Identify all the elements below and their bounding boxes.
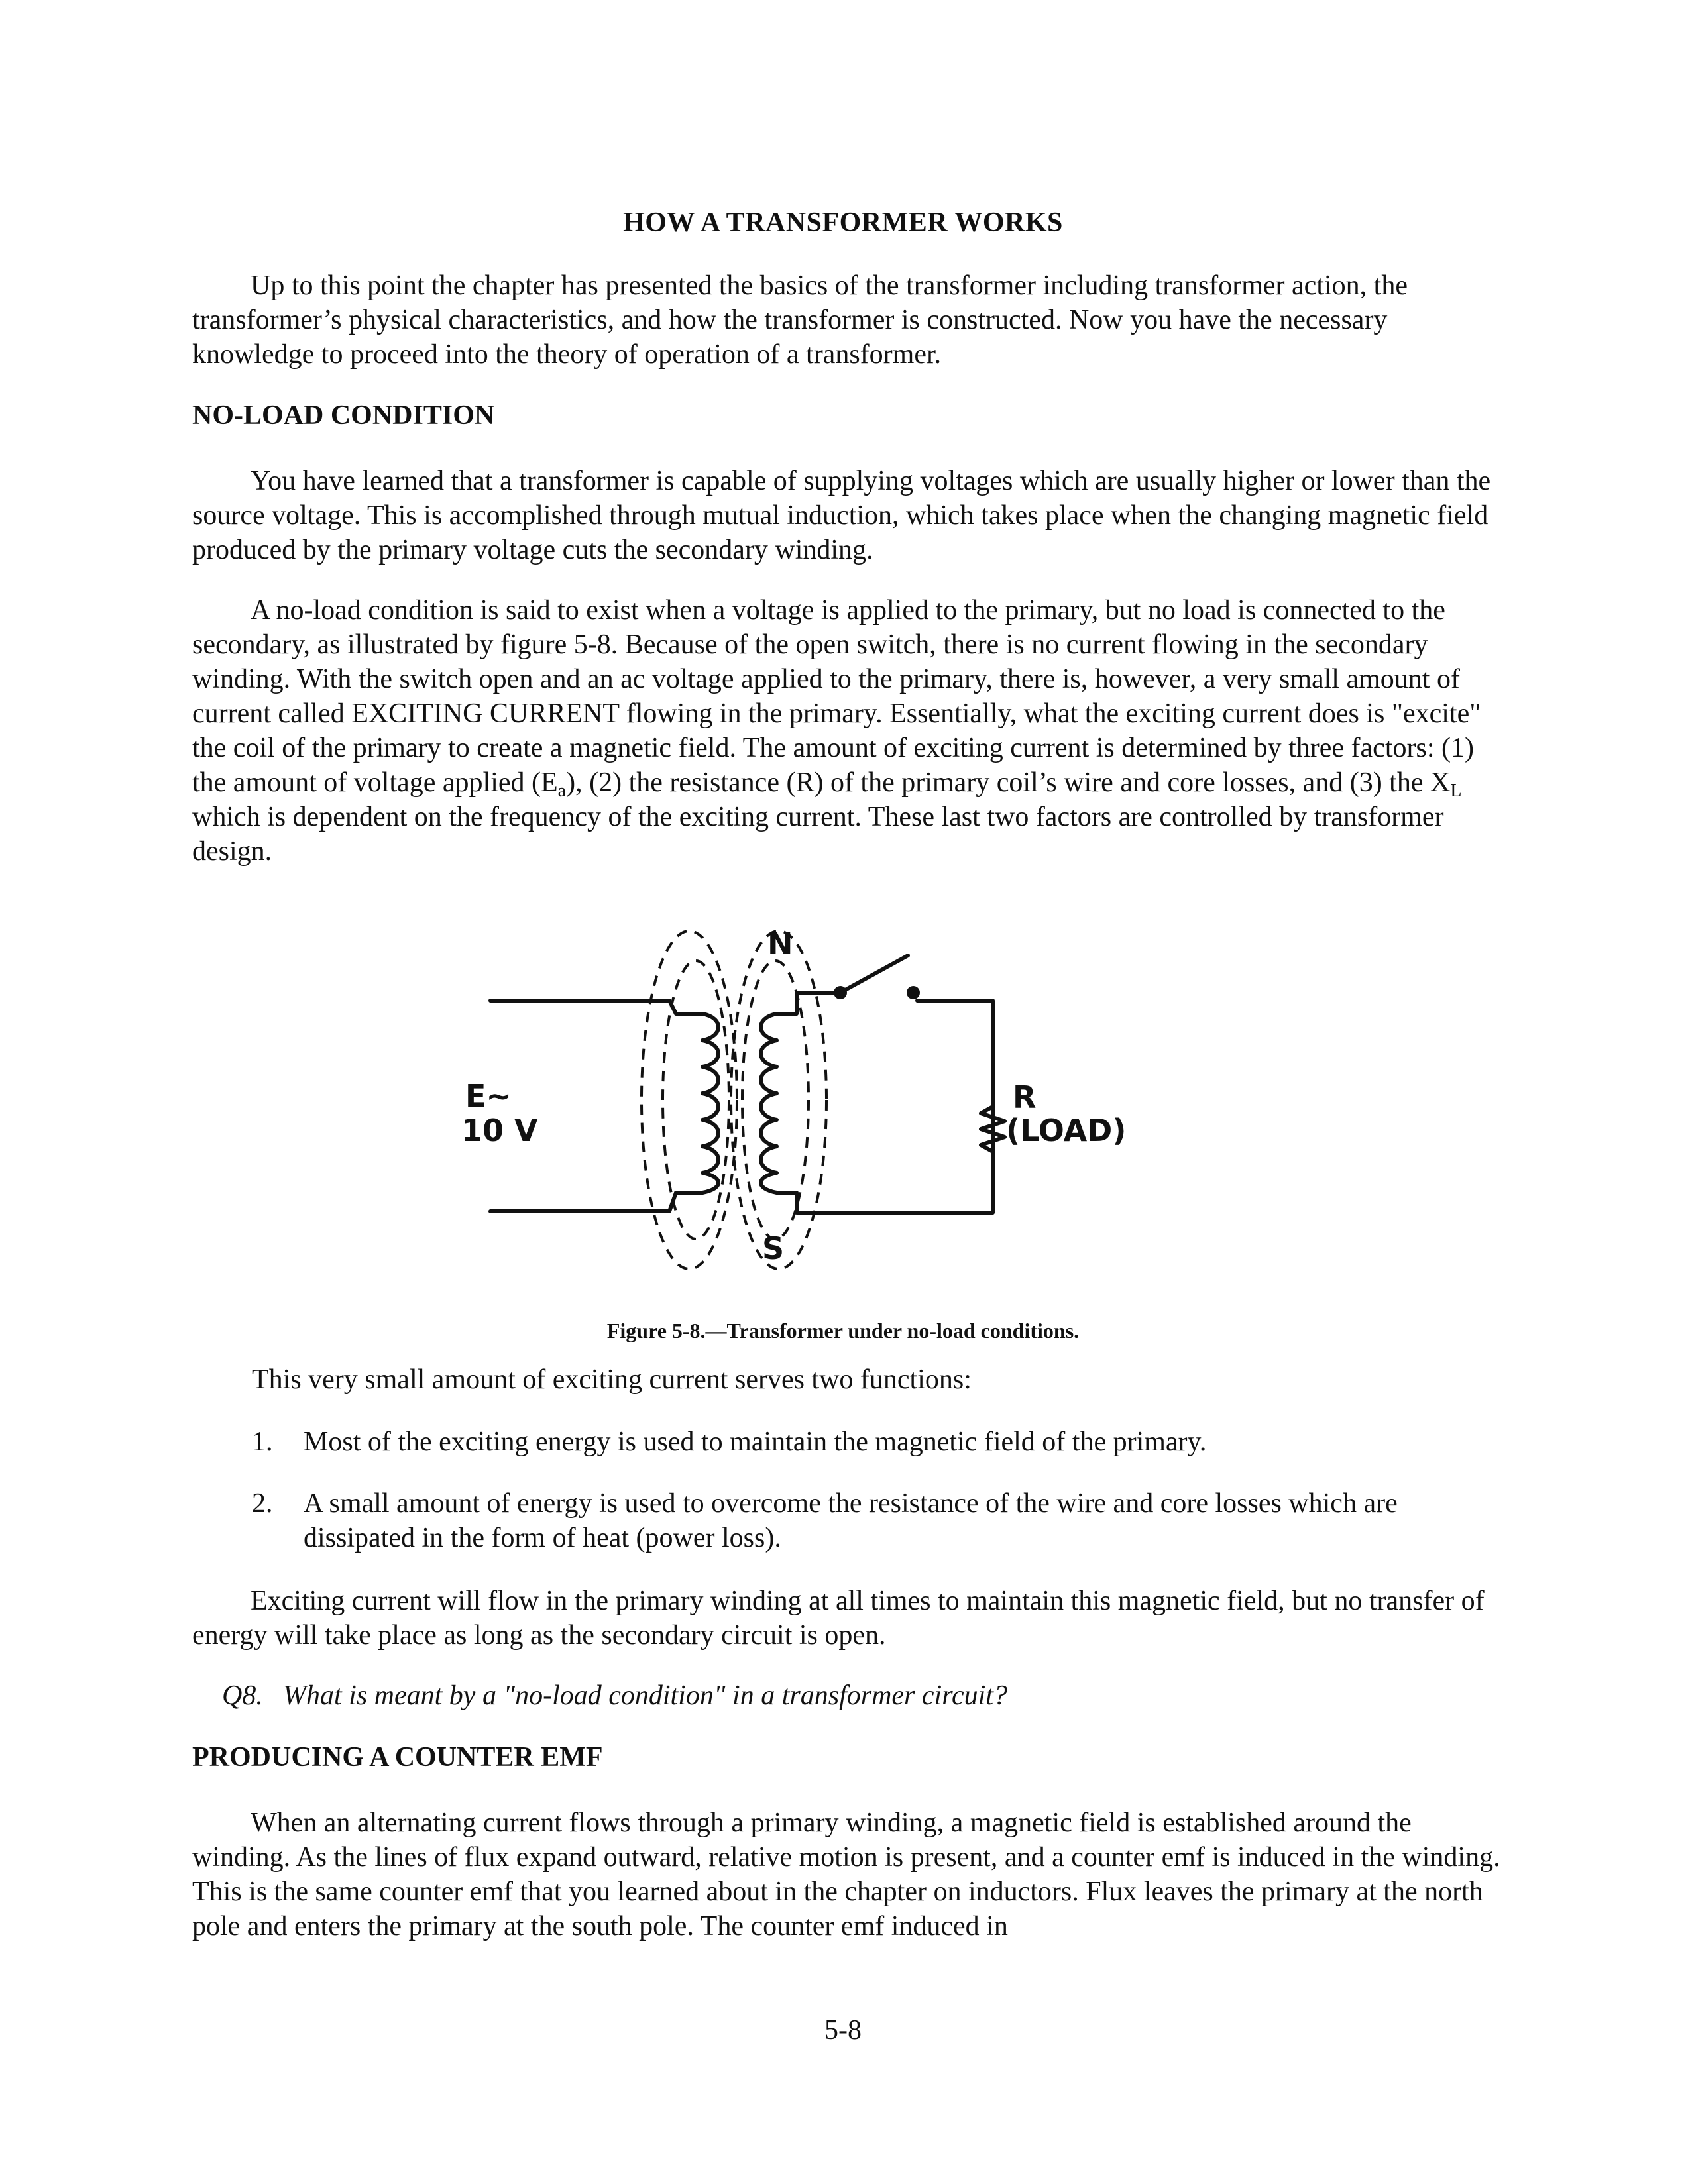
switch-contact-left	[834, 986, 847, 999]
list-item-text: Most of the exciting energy is used to maintain the magnetic field of the primary.	[304, 1427, 1207, 1457]
load-label: (LOAD)	[1006, 1113, 1127, 1148]
review-question	[222, 1680, 1007, 1712]
no-load-paragraph-2: A no-load condition is said to exist when a voltage is applied to the primary, but no load is connected to the secondary, as illustrated by figure 5-8. Because of the open switch, there is no current flowing in the secondary winding. With the switch open and an ac voltage applied to the primary, there is, however, a very small amount of current called EXCITING CURRENT flowing in the primary. Essentially, what the exciting current does is "excite" the coil of the primary to create a magnetic field. The amount of exciting current is determined by three factors: (1) the amount of voltage applied $(E_a)$, (2) the resistance (R) of the primary coil’s wire and core losses, and (3) the $X_L$ which is dependent on the frequency of the exciting current. These last two factors are controlled by transformer design.	[192, 595, 1481, 867]
south-pole-label: S	[762, 1230, 785, 1266]
list-item-number: 1.	[252, 1427, 273, 1457]
north-pole-label: N	[767, 926, 793, 961]
transformer-diagram	[451, 908, 1219, 1299]
page-title: HOW A TRANSFORMER WORKS	[623, 207, 1063, 238]
primary-coil	[702, 1014, 718, 1193]
page-number: 5-8	[824, 2015, 862, 2046]
flux-line-outer-left	[642, 931, 737, 1269]
list-item-text: A small amount of energy is used to overcome the resistance of the wire and core losses which are dissipated in the form of heat (power loss).	[304, 1488, 1398, 1553]
question-text: What is meant by a "no-load condition" in a transformer circuit?	[283, 1680, 1007, 1711]
figure-caption: Figure 5-8.—Transformer under no-load conditions.	[606, 1319, 1080, 1342]
switch-blade	[840, 956, 908, 993]
counter-emf-paragraph: When an alternating current flows through a primary winding, a magnetic field is established around the winding. As the lines of flux expand outward, relative motion is present, and a counter emf is induced in the winding. This is the same counter emf that you learned about in the chapter on inductors. Flux leaves the primary at the north pole and enters the primary at the south pole. The counter emf induced in	[192, 1808, 1500, 1941]
list-item	[252, 1425, 1504, 1459]
source-voltage-label: 10 V	[461, 1113, 538, 1148]
secondary-coil	[761, 1014, 777, 1193]
intro-paragraph: Up to this point the chapter has presented the basics of the transformer including transformer action, the transformer’s physical characteristics, and how the transformer is constructed. Now you have the necessary knowledge to proceed into the theory of operation of a transformer.	[192, 270, 1408, 370]
switch-contact-right	[907, 986, 920, 999]
section-heading-counter-emf: PRODUCING A COUNTER EMF	[192, 1742, 603, 1773]
load-r-label: R	[1013, 1079, 1037, 1115]
list-item-number: 2.	[252, 1488, 273, 1519]
primary-bottom-lead	[490, 1193, 702, 1211]
secondary-top-lead	[777, 993, 840, 1014]
functions-lead: This very small amount of exciting current serves two functions:	[252, 1364, 972, 1395]
flux-line-outer-right	[731, 931, 826, 1269]
section-heading-no-load: NO-LOAD CONDITION	[192, 400, 495, 431]
functions-closing-paragraph: Exciting current will flow in the primary winding at all times to maintain this magnetic field, but no transfer of energy will take place as long as the secondary circuit is open.	[192, 1586, 1485, 1651]
no-load-paragraph-1: You have learned that a transformer is capable of supplying voltages which are usually higher or lower than the source voltage. This is accomplished through mutual induction, which takes place when the changing magnetic field produced by the primary voltage cuts the secondary winding.	[192, 466, 1491, 565]
question-number: Q8.	[222, 1680, 263, 1711]
list-item	[252, 1486, 1504, 1555]
source-symbol-label: E~	[465, 1078, 512, 1114]
